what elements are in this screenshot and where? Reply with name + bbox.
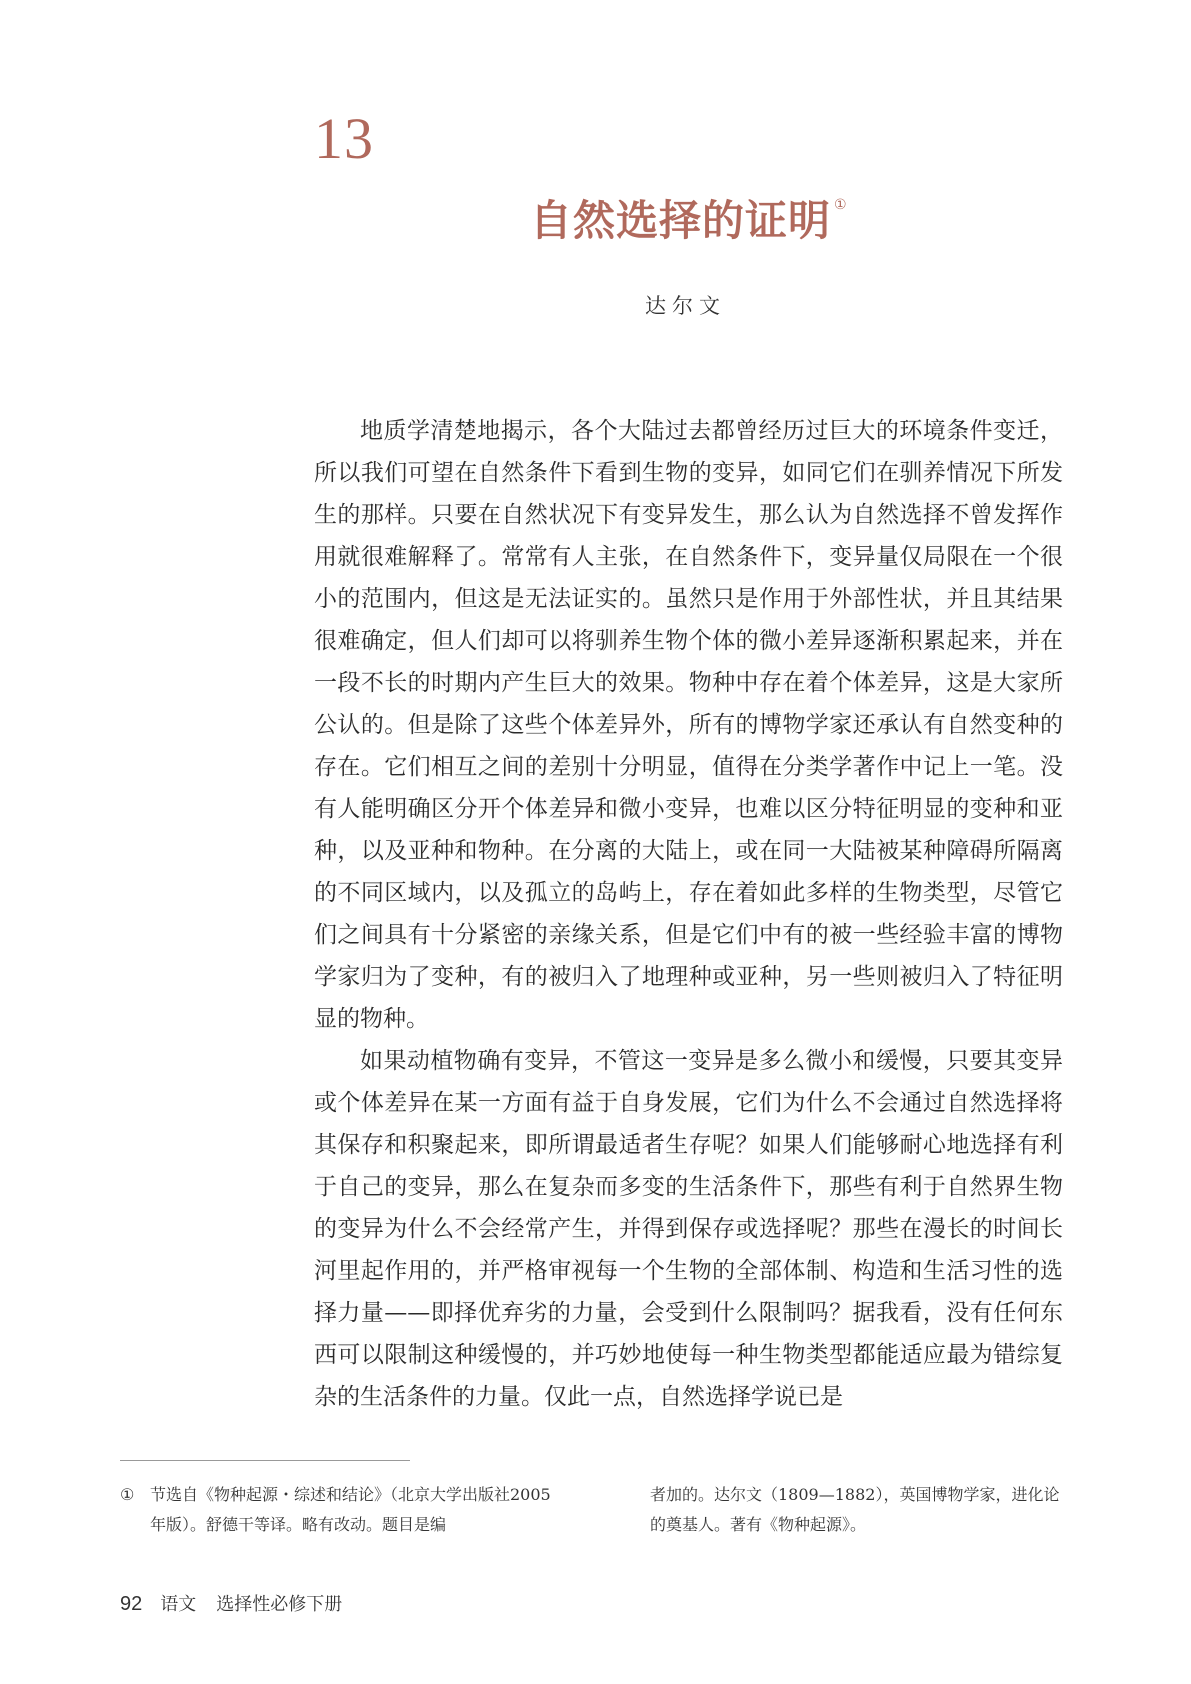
footer-book: 选择性必修下册: [216, 1594, 343, 1615]
footnote-left-column: [120, 1480, 565, 1540]
lesson-number: 13: [314, 106, 374, 171]
paragraph: 如果动植物确有变异，不管这一变异是多么微小和缓慢，只要其变异或个体差异在某一方面有益于自身发展，它们为什么不会通过自然选择将其保存和积聚起来，即所谓最适者生存呢？如果人们能够耐心地选择有利于自己的变异，那么在复杂而多变的生活条件下，那些有利于自然界生物的变异为什么不会经常产生，并得到保存或选择呢？那些在漫长的时间长河里起作用的，并严格审视每一个生物的全部体制、构造和生活习性的选择力量——即择优弃劣的力量，会受到什么限制吗？据我看，没有任何东西可以限制这种缓慢的，并巧妙地使每一种生物类型都能适应最为错综复杂的生活条件的力量。仅此一点，自然选择学说已是: [314, 1048, 1063, 1410]
body-text: [314, 410, 1063, 1418]
lesson-title: 自然选择的证明: [530, 196, 832, 245]
footnote-marker: ①: [120, 1485, 135, 1504]
footnote-text-right: 者加的。达尔文（1809—1882），英国博物学家，进化论的奠基人。著有《物种起源》。: [650, 1485, 1060, 1534]
footnote-text-left: 节选自《物种起源・综述和结论》（北京大学出版社2005年版）。舒德干等译。略有改动。题目是编: [150, 1485, 551, 1534]
paragraph: 地质学清楚地揭示，各个大陆过去都曾经历过巨大的环境条件变迁，所以我们可望在自然条件下看到生物的变异，如同它们在驯养情况下所发生的那样。只要在自然状况下有变异发生，那么认为自然选择不曾发挥作用就很难解释了。常常有人主张，在自然条件下，变异量仅局限在一个很小的范围内，但这是无法证实的。虽然只是作用于外部性状，并且其结果很难确定，但人们却可以将驯养生物个体的微小差异逐渐积累起来，并在一段不长的时期内产生巨大的效果。物种中存在着个体差异，这是大家所公认的。但是除了这些个体差异外，所有的博物学家还承认有自然变种的存在。它们相互之间的差别十分明显，值得在分类学著作中记上一笔。没有人能明确区分开个体差异和微小变异，也难以区分特征明显的变种和亚种，以及亚种和物种。在分离的大陆上，或在同一大陆被某种障碍所隔离的不同区域内，以及孤立的岛屿上，存在着如此多样的生物类型，尽管它们之间具有十分紧密的亲缘关系，但是它们中有的被一些经验丰富的博物学家归为了变种，有的被归入了地理种或亚种，另一些则被归入了特征明显的物种。: [314, 418, 1063, 1032]
title-footnote-marker: ①: [834, 197, 848, 213]
page-number: 92: [120, 1593, 143, 1615]
page-footer: [120, 1590, 342, 1616]
footnote-divider: [120, 1460, 410, 1461]
lesson-title-block: [530, 196, 848, 246]
author: 达尔文: [645, 294, 726, 318]
footer-subject: 语文: [160, 1594, 197, 1615]
